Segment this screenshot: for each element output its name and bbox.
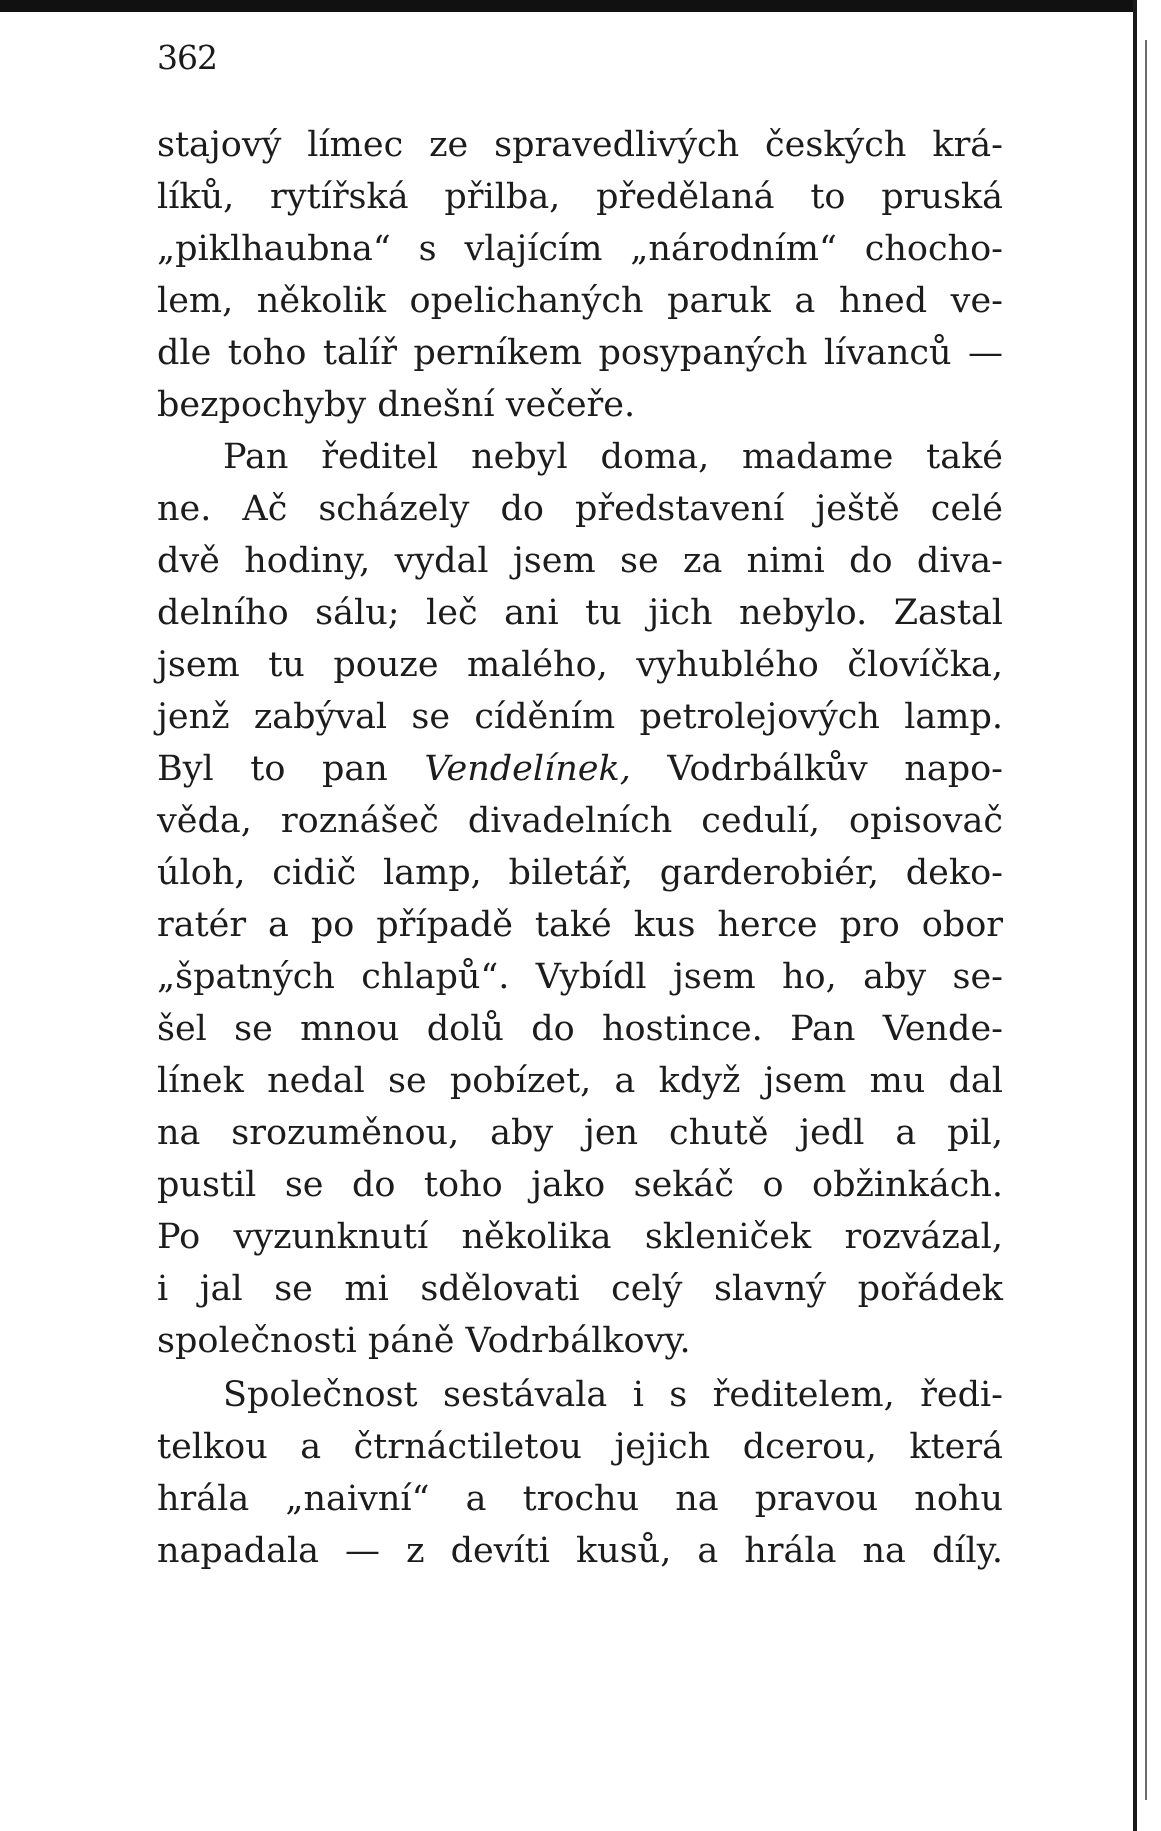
text-line: delního sálu; leč ani tu jich nebylo. Zastal [157, 593, 1003, 633]
text-line: jsem tu pouze malého, vyhublého človíčka, [157, 645, 1003, 685]
text-line: společnosti páně Vodrbálkovy. [157, 1321, 691, 1361]
text-line: úloh, cidič lamp, biletář, garderobiér, deko- [157, 853, 1003, 893]
text-line: stajový límec ze spravedlivých českých krá- [157, 125, 1003, 165]
text-line: napadala — z devíti kusů, a hrála na díly. [157, 1531, 1003, 1571]
text-line: Po vyzunknutí několika skleniček rozvázal, [157, 1217, 1003, 1257]
page-number: 362 [157, 38, 217, 77]
text-segment: Byl to pan [157, 749, 425, 789]
text-line: ratér a po případě také kus herce pro obor [157, 905, 1003, 945]
right-page-edge-line [1145, 40, 1147, 1800]
text-line: dvě hodiny, vydal jsem se za nimi do diva- [157, 541, 1003, 581]
text-line-with-italic [157, 743, 1003, 795]
text-line: „piklhaubna“ s vlajícím „národním“ chocho- [157, 229, 1003, 269]
text-line: telkou a čtrnáctiletou jejich dcerou, která [157, 1427, 1003, 1467]
right-page-edge [1133, 0, 1161, 1831]
text-segment: Vodrbálkův napo- [630, 749, 1003, 789]
text-line: líků, rytířská přilba, předělaná to pruská [157, 177, 1003, 217]
text-line: Pan ředitel nebyl doma, madame také [223, 437, 1003, 477]
text-line: bezpochyby dnešní večeře. [157, 385, 636, 425]
text-line: pustil se do toho jako sekáč o obžinkách. [157, 1165, 1003, 1205]
text-line: na srozuměnou, aby jen chutě jedl a pil, [157, 1113, 1003, 1153]
text-line: dle toho talíř perníkem posypaných lívanců — [157, 333, 1003, 373]
italic-name: Vendelínek, [424, 749, 631, 789]
text-line: línek nedal se pobízet, a když jsem mu dal [157, 1061, 1003, 1101]
text-line: lem, několik opelichaných paruk a hned ve- [157, 281, 1003, 321]
body-text [157, 119, 1003, 1577]
text-line: hrála „naivní“ a trochu na pravou nohu [157, 1479, 1003, 1519]
text-line: jenž zabýval se cíděním petrolejových lamp. [157, 697, 1003, 737]
text-line: Společnost sestávala i s ředitelem, ředi- [223, 1375, 1003, 1415]
text-line: ne. Ač scházely do představení ještě celé [157, 489, 1003, 529]
text-line: věda, roznášeč divadelních cedulí, opisovač [157, 801, 1003, 841]
top-border [0, 0, 1161, 12]
text-line: „špatných chlapů“. Vybídl jsem ho, aby se- [157, 957, 1003, 997]
text-line: šel se mnou dolů do hostince. Pan Vende- [157, 1009, 1003, 1049]
text-line: i jal se mi sdělovati celý slavný pořádek [157, 1269, 1003, 1309]
